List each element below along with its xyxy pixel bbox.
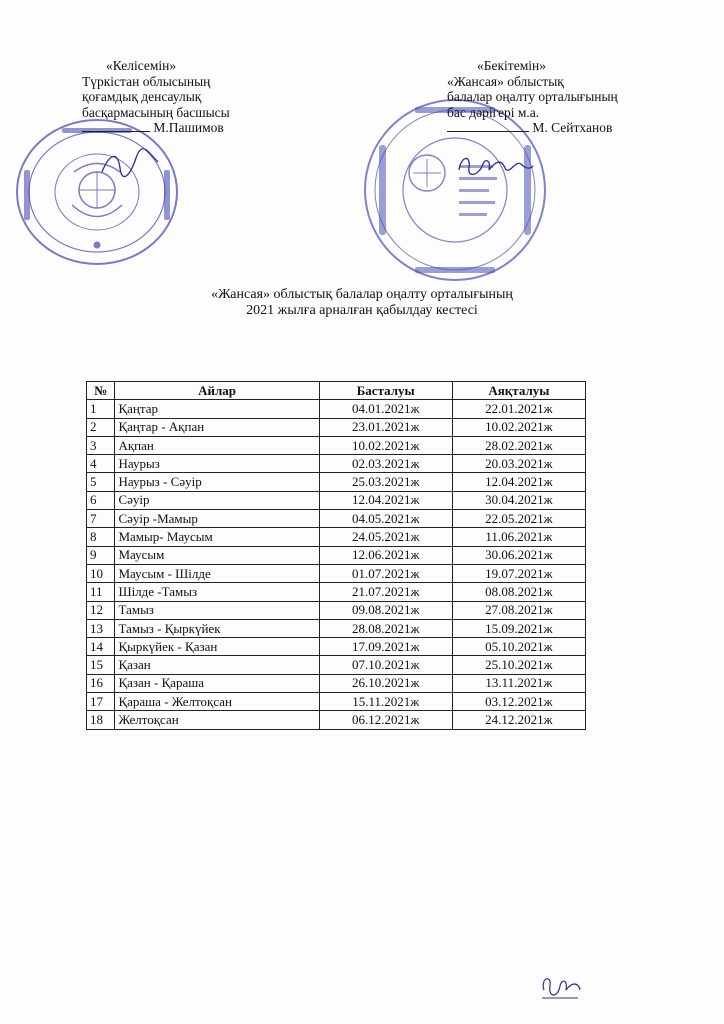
row-number: 1 xyxy=(87,400,115,418)
signer-name-right: М. Сейтханов xyxy=(532,120,613,135)
table-row xyxy=(87,546,586,564)
approval-heading-left: «Келісемін» xyxy=(106,58,177,73)
approval-line: «Жансая» облыстық xyxy=(447,73,564,89)
row-start-date: 12.06.2021ж xyxy=(319,546,452,564)
row-months: Тамыз - Қыркүйек xyxy=(115,619,319,637)
row-number: 18 xyxy=(87,711,115,729)
row-months: Наурыз xyxy=(115,455,319,473)
row-number: 9 xyxy=(87,546,115,564)
column-header-months: Айлар xyxy=(115,382,319,400)
table-row xyxy=(87,638,586,656)
row-start-date: 09.08.2021ж xyxy=(319,601,452,619)
row-end-date: 03.12.2021ж xyxy=(452,693,585,711)
column-header-number: № xyxy=(87,382,115,400)
row-start-date: 23.01.2021ж xyxy=(319,418,452,436)
row-months: Қыркүйек - Қазан xyxy=(115,638,319,656)
table-row xyxy=(87,601,586,619)
row-end-date: 24.12.2021ж xyxy=(452,711,585,729)
row-number: 14 xyxy=(87,638,115,656)
approval-heading-right: «Бекітемін» xyxy=(477,58,546,73)
row-end-date: 11.06.2021ж xyxy=(452,528,585,546)
table-row xyxy=(87,418,586,436)
approval-line: Түркістан облысының xyxy=(82,73,211,89)
row-months: Қазан xyxy=(115,656,319,674)
column-header-end: Аяқталуы xyxy=(452,382,585,400)
row-months: Қазан - Қараша xyxy=(115,674,319,692)
row-start-date: 06.12.2021ж xyxy=(319,711,452,729)
row-end-date: 15.09.2021ж xyxy=(452,619,585,637)
table-row xyxy=(87,674,586,692)
row-start-date: 07.10.2021ж xyxy=(319,656,452,674)
row-months: Сәуір xyxy=(115,491,319,509)
table-row xyxy=(87,693,586,711)
handwritten-signature-right xyxy=(455,150,535,187)
admission-schedule-table xyxy=(86,381,586,730)
table-body xyxy=(87,400,586,729)
row-start-date: 01.07.2021ж xyxy=(319,564,452,582)
row-start-date: 26.10.2021ж xyxy=(319,674,452,692)
row-end-date: 20.03.2021ж xyxy=(452,455,585,473)
row-end-date: 05.10.2021ж xyxy=(452,638,585,656)
row-number: 11 xyxy=(87,583,115,601)
row-start-date: 21.07.2021ж xyxy=(319,583,452,601)
row-months: Сәуір -Мамыр xyxy=(115,510,319,528)
column-header-start: Басталуы xyxy=(319,382,452,400)
approval-line: бас дәрігері м.а. xyxy=(447,104,540,120)
row-start-date: 25.03.2021ж xyxy=(319,473,452,491)
row-start-date: 02.03.2021ж xyxy=(319,455,452,473)
row-number: 2 xyxy=(87,418,115,436)
table-row xyxy=(87,400,586,418)
row-end-date: 30.04.2021ж xyxy=(452,491,585,509)
table-row xyxy=(87,473,586,491)
row-start-date: 04.01.2021ж xyxy=(319,400,452,418)
row-number: 4 xyxy=(87,455,115,473)
row-start-date: 12.04.2021ж xyxy=(319,491,452,509)
row-start-date: 17.09.2021ж xyxy=(319,638,452,656)
row-end-date: 22.05.2021ж xyxy=(452,510,585,528)
handwritten-signature-bottom xyxy=(538,968,584,1009)
table-row xyxy=(87,656,586,674)
table-row xyxy=(87,711,586,729)
approval-line: балалар оңалту орталығының xyxy=(447,89,618,104)
table-row xyxy=(87,619,586,637)
row-end-date: 27.08.2021ж xyxy=(452,601,585,619)
row-months: Ақпан xyxy=(115,436,319,454)
row-start-date: 10.02.2021ж xyxy=(319,436,452,454)
table-row xyxy=(87,510,586,528)
row-number: 13 xyxy=(87,619,115,637)
row-end-date: 25.10.2021ж xyxy=(452,656,585,674)
row-number: 10 xyxy=(87,564,115,582)
row-end-date: 10.02.2021ж xyxy=(452,418,585,436)
handwritten-signature-left xyxy=(100,148,160,183)
row-number: 12 xyxy=(87,601,115,619)
row-months: Қаңтар xyxy=(115,400,319,418)
row-number: 5 xyxy=(87,473,115,491)
row-months: Мамыр- Маусым xyxy=(115,528,319,546)
approval-line: басқармасының басшысы xyxy=(82,104,230,120)
approval-block-right xyxy=(447,58,687,136)
row-start-date: 28.08.2021ж xyxy=(319,619,452,637)
row-end-date: 12.04.2021ж xyxy=(452,473,585,491)
row-end-date: 30.06.2021ж xyxy=(452,546,585,564)
table-header-row xyxy=(87,382,586,400)
table-row xyxy=(87,491,586,509)
row-end-date: 28.02.2021ж xyxy=(452,436,585,454)
row-number: 3 xyxy=(87,436,115,454)
row-months: Желтоқсан xyxy=(115,711,319,729)
row-months: Маусым xyxy=(115,546,319,564)
signature-line-left xyxy=(82,120,312,136)
row-end-date: 19.07.2021ж xyxy=(452,564,585,582)
table-row xyxy=(87,564,586,582)
row-months: Шілде -Тамыз xyxy=(115,583,319,601)
title-line-1: «Жансая» облыстық балалар оңалту орталығының xyxy=(211,287,513,302)
table-row xyxy=(87,583,586,601)
document-title xyxy=(0,287,724,319)
row-number: 15 xyxy=(87,656,115,674)
signer-name-left: М.Пашимов xyxy=(153,120,224,135)
table-row xyxy=(87,436,586,454)
row-number: 16 xyxy=(87,674,115,692)
row-number: 17 xyxy=(87,693,115,711)
row-number: 6 xyxy=(87,491,115,509)
row-months: Қараша - Желтоқсан xyxy=(115,693,319,711)
row-start-date: 04.05.2021ж xyxy=(319,510,452,528)
row-number: 8 xyxy=(87,528,115,546)
row-months: Маусым - Шілде xyxy=(115,564,319,582)
approval-block-left xyxy=(82,58,312,136)
row-number: 7 xyxy=(87,510,115,528)
row-months: Наурыз - Сәуір xyxy=(115,473,319,491)
row-months: Тамыз xyxy=(115,601,319,619)
row-start-date: 24.05.2021ж xyxy=(319,528,452,546)
signature-line-right xyxy=(447,120,687,136)
row-start-date: 15.11.2021ж xyxy=(319,693,452,711)
title-line-2: 2021 жылға арналған қабылдау кестесі xyxy=(246,303,478,318)
row-months: Қаңтар - Ақпан xyxy=(115,418,319,436)
approval-line: қоғамдық денсаулық xyxy=(82,89,202,104)
table-row xyxy=(87,455,586,473)
row-end-date: 22.01.2021ж xyxy=(452,400,585,418)
table-row xyxy=(87,528,586,546)
row-end-date: 08.08.2021ж xyxy=(452,583,585,601)
row-end-date: 13.11.2021ж xyxy=(452,674,585,692)
